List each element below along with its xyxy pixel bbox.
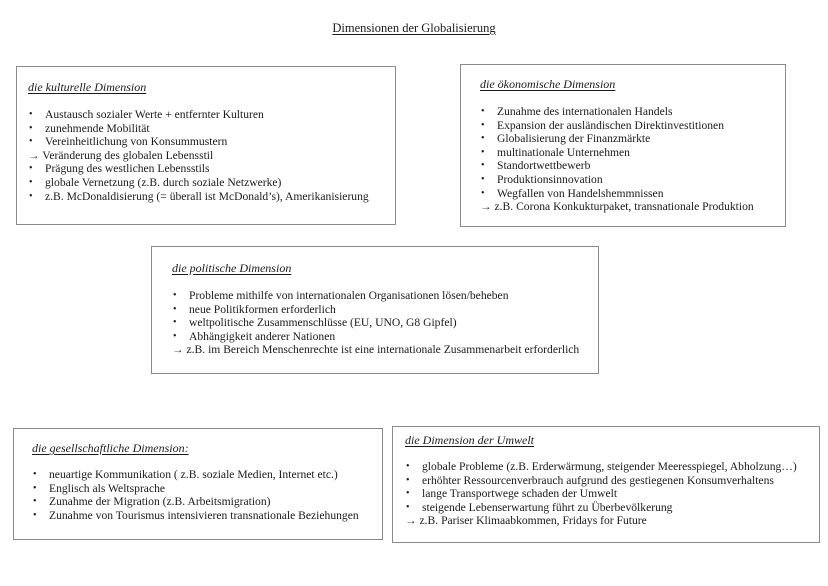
box-heading: die kulturelle Dimension [28, 80, 147, 94]
list-item: • neuartige Kommunikation ( z.B. soziale Medien, Internet etc.) [32, 468, 359, 482]
arrow-item: → z.B. Corona Konkukturpaket, transnationale Produktion [480, 200, 754, 214]
list-item: • Zunahme von Tourismus intensivieren transnationale Beziehungen [32, 509, 359, 523]
list-item: • Probleme mithilfe von internationalen Organisationen lösen/beheben [172, 289, 579, 303]
list-item: • Globalisierung der Finanzmärkte [480, 132, 754, 146]
list-item: • Standortwettbewerb [480, 159, 754, 173]
box-cultural-dimension [16, 66, 396, 225]
list-item: • Zunahme des internationalen Handels [480, 105, 754, 119]
list-item: • Englisch als Weltsprache [32, 482, 359, 496]
list-item: • Vereinheitlichung von Konsummustern [28, 135, 369, 149]
item-list [172, 289, 579, 357]
list-item: • neue Politikformen erforderlich [172, 303, 579, 317]
box-heading: die gesellschaftliche Dimension: [32, 441, 189, 455]
list-item: • Austausch sozialer Werte + entfernter Kulturen [28, 108, 369, 122]
box-heading: die ökonomische Dimension [480, 77, 616, 91]
box-economic-dimension [460, 64, 786, 227]
box-heading: die Dimension der Umwelt [405, 433, 534, 447]
item-list [28, 108, 369, 203]
list-item: • weltpolitische Zusammenschlüsse (EU, UNO, G8 Gipfel) [172, 316, 579, 330]
page-title: Dimensionen der Globalisierung [332, 21, 496, 35]
item-list [405, 460, 797, 528]
list-item: • Zunahme der Migration (z.B. Arbeitsmigration) [32, 495, 359, 509]
item-list [480, 105, 754, 214]
list-item: • Abhängigkeit anderer Nationen [172, 330, 579, 344]
arrow-item: → Veränderung des globalen Lebensstil [28, 148, 214, 162]
box-political-dimension [151, 246, 599, 374]
list-item: • globale Probleme (z.B. Erderwärmung, steigender Meeresspiegel, Abholzung…) [405, 460, 797, 474]
list-item: • zunehmende Mobilität [28, 122, 369, 136]
item-list [32, 468, 359, 522]
list-item: • Wegfallen von Handelshemmnissen [480, 187, 754, 201]
box-environmental-dimension [392, 426, 820, 543]
list-item: • lange Transportwege schaden der Umwelt [405, 487, 797, 501]
box-social-dimension [13, 428, 383, 540]
list-item: • Produktionsinnovation [480, 173, 754, 187]
list-item: • multinationale Unternehmen [480, 146, 754, 160]
list-item: • Expansion der ausländischen Direktinvestitionen [480, 119, 754, 133]
list-item: • z.B. McDonaldisierung (= überall ist McDonald’s), Amerikanisierung [28, 190, 369, 204]
list-item: • steigende Lebenserwartung führt zu Überbevölkerung [405, 501, 797, 515]
list-item: • globale Vernetzung (z.B. durch soziale Netzwerke) [28, 176, 369, 190]
arrow-item: → z.B. Pariser Klimaabkommen, Fridays for Future [405, 514, 647, 528]
list-item: • Prägung des westlichen Lebensstils [28, 162, 369, 176]
box-heading: die politische Dimension [172, 261, 292, 275]
arrow-item: → z.B. im Bereich Menschenrechte ist eine internationale Zusammenarbeit erforderlich [172, 343, 580, 357]
list-item: • erhöhter Ressourcenverbrauch aufgrund des gestiegenen Konsumverhaltens [405, 474, 797, 488]
